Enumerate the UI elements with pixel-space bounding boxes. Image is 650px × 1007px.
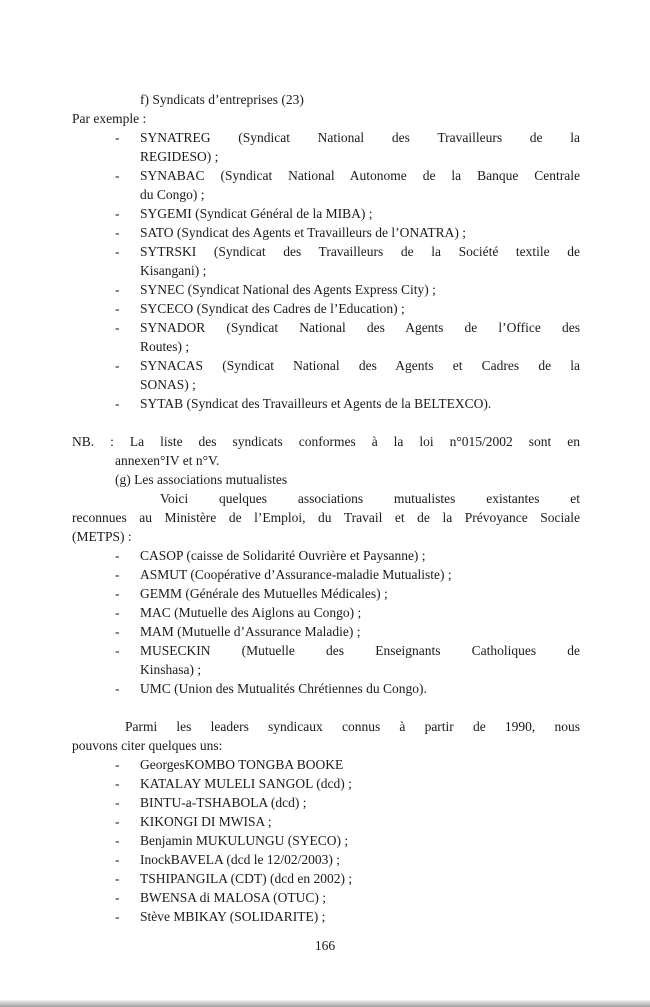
text-line: BINTU-a-TSHABOLA (dcd) ; [140,795,307,810]
text-line: GeorgesKOMBO TONGBA BOOKE [140,757,344,772]
bullet-dash: - [115,833,120,848]
bullet-dash: - [115,871,120,886]
text-line: REGIDESO) ; [140,149,219,164]
text-line: GEMM (Générale des Mutuelles Médicales) ; [140,586,388,601]
section-f-heading: f) Syndicats d’entreprises (23) [140,92,304,107]
text-line: Parmi les leaders syndicaux connus à partir de 1990, nous [125,719,580,734]
list-item [72,584,580,603]
bullet-dash: - [115,909,120,924]
list-item [72,793,580,812]
bullet-dash: - [115,814,120,829]
text-line: SYNACAS (Syndicat National des Agents et Cadres de la [140,358,580,373]
list-item [72,128,580,166]
text-line: SYCECO (Syndicat des Cadres de l’Education) ; [140,301,405,316]
section-g-intro [72,489,580,546]
list-item [72,679,580,698]
section-g-heading: (g) Les associations mutualistes [115,472,288,487]
bullet-dash: - [115,168,120,183]
text-line: SYGEMI (Syndicat Général de la MIBA) ; [140,206,373,221]
bullet-dash: - [115,624,120,639]
list-item [72,394,580,413]
text-line: Kisangani) ; [140,263,207,278]
list-item [72,622,580,641]
text-line: Voici quelques associations mutualistes existantes et [160,491,580,506]
text-line: CASOP (caisse de Solidarité Ouvrière et Paysanne) ; [140,548,426,563]
text-line: KIKONGI DI MWISA ; [140,814,272,829]
text-line: annexen°IV et n°V. [115,453,220,468]
page-content [72,90,580,926]
list-item [72,831,580,850]
list-item [72,299,580,318]
list-item [72,774,580,793]
text-line: Benjamin MUKULUNGU (SYECO) ; [140,833,349,848]
text-line: BWENSA di MALOSA (OTUC) ; [140,890,327,905]
text-line: Stève MBIKAY (SOLIDARITE) ; [140,909,326,924]
text-line: Routes) ; [140,339,190,354]
bullet-dash: - [115,130,120,145]
bullet-dash: - [115,776,120,791]
text-line: SYNABAC (Syndicat National Autonome de la Banque Centrale [140,168,580,183]
bullet-dash: - [115,301,120,316]
text-line: TSHIPANGILA (CDT) (dcd en 2002) ; [140,871,353,886]
bullet-dash: - [115,320,120,335]
scan-edge [0,1000,650,1007]
list-item [72,641,580,679]
bullet-dash: - [115,282,120,297]
leaders-intro [72,717,580,755]
list-item [72,223,580,242]
list-item [72,850,580,869]
bullet-dash: - [115,852,120,867]
bullet-dash: - [115,206,120,221]
list-item [72,565,580,584]
bullet-dash: - [115,890,120,905]
bullet-dash: - [115,643,120,658]
bullet-dash: - [115,605,120,620]
list-item [72,603,580,622]
text-line: MAM (Mutuelle d’Assurance Maladie) ; [140,624,361,639]
bullet-dash: - [115,795,120,810]
list-item [72,242,580,280]
text-line: UMC (Union des Mutualités Chrétiennes du Congo). [140,681,427,696]
bullet-dash: - [115,586,120,601]
list-item [72,546,580,565]
bullet-dash: - [115,757,120,772]
text-line: KATALAY MULELI SANGOL (dcd) ; [140,776,352,791]
page-number: 166 [314,938,336,953]
bullet-dash: - [115,225,120,240]
text-line: SYTAB (Syndicat des Travailleurs et Agents de la BELTEXCO). [140,396,492,411]
text-line: MAC (Mutuelle des Aiglons au Congo) ; [140,605,362,620]
text-line: SYNADOR (Syndicat National des Agents de l’Office des [140,320,580,335]
list-item [72,869,580,888]
list-item [72,755,580,774]
list-item [72,318,580,356]
bullet-dash: - [115,244,120,259]
text-line: pouvons citer quelques uns: [72,738,223,753]
list-item [72,888,580,907]
bullet-dash: - [115,358,120,373]
text-line: (METPS) : [72,529,132,544]
list-item [72,280,580,299]
text-line: NB. : La liste des syndicats conformes à la loi n°015/2002 sont en [72,434,580,449]
text-line: SYNEC (Syndicat National des Agents Express City) ; [140,282,436,297]
text-line: SYTRSKI (Syndicat des Travailleurs de la Société textile de [140,244,580,259]
text-line: SYNATREG (Syndicat National des Travailleurs de la [140,130,580,145]
text-line: InockBAVELA (dcd le 12/02/2003) ; [140,852,340,867]
nb-paragraph [72,432,580,470]
text-line: Kinshasa) ; [140,662,202,677]
text-line: MUSECKIN (Mutuelle des Enseignants Catholiques de [140,643,580,658]
bullet-dash: - [115,681,120,696]
bullet-dash: - [115,548,120,563]
text-line: ASMUT (Coopérative d’Assurance-maladie Mutualiste) ; [140,567,452,582]
bullet-dash: - [115,567,120,582]
bullet-dash: - [115,396,120,411]
text-line: SATO (Syndicat des Agents et Travailleurs de l’ONATRA) ; [140,225,466,240]
list-item [72,204,580,223]
list-item [72,166,580,204]
section-f-intro: Par exemple : [72,111,147,126]
list-item [72,356,580,394]
text-line: SONAS) ; [140,377,196,392]
text-line: du Congo) ; [140,187,205,202]
list-item [72,812,580,831]
text-line: reconnues au Ministère de l’Emploi, du Travail et de la Prévoyance Sociale [72,510,580,525]
list-item [72,907,580,926]
